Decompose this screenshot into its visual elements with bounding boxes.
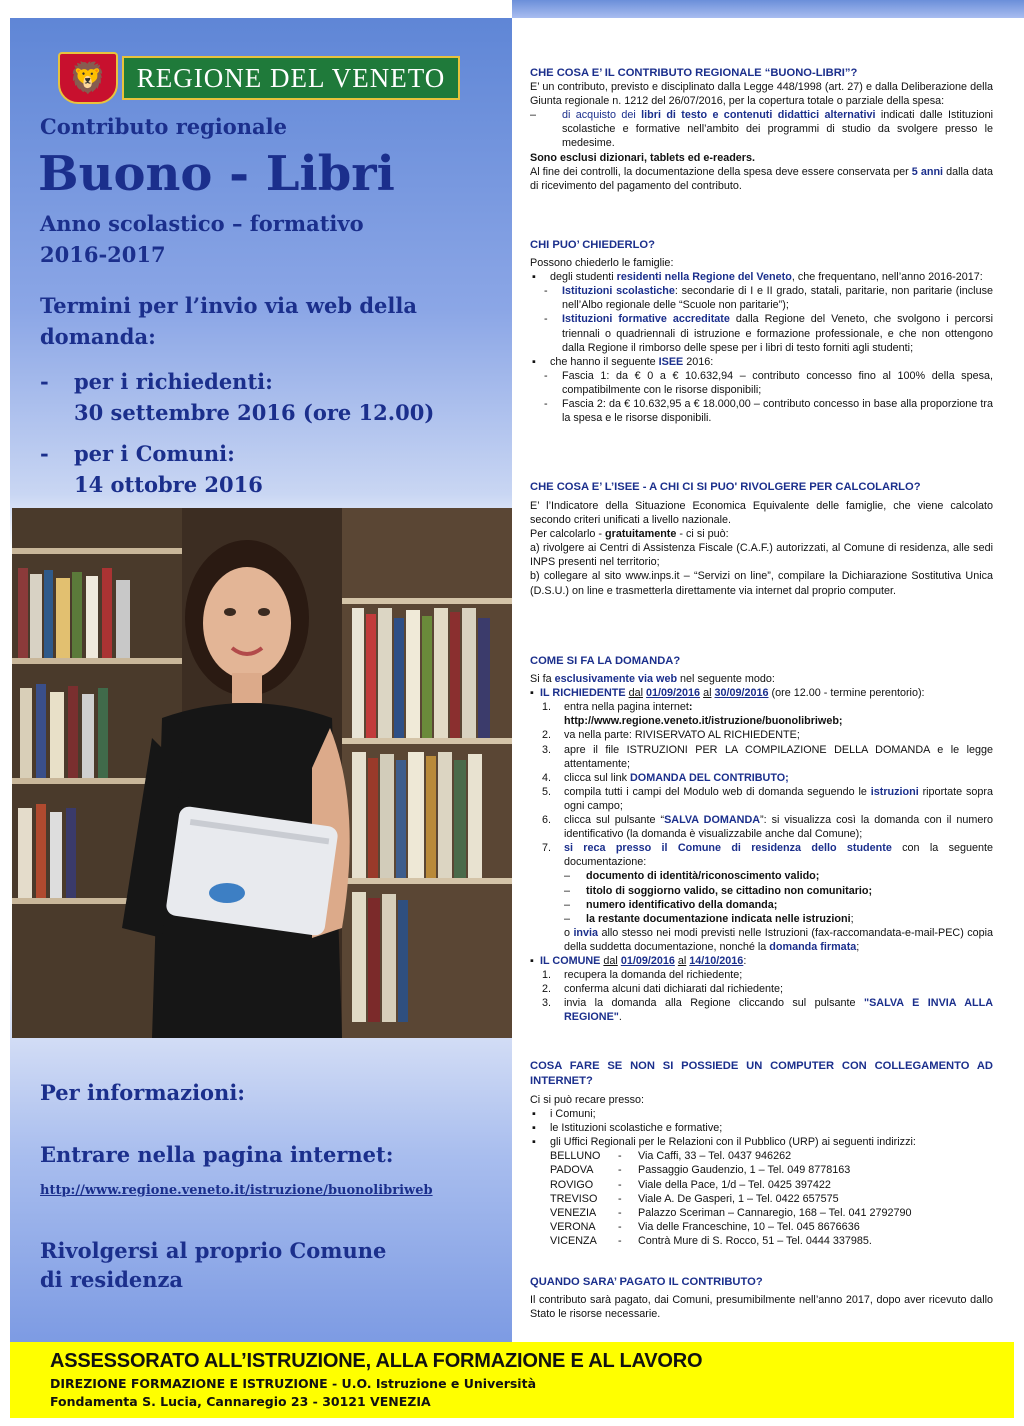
- info-comune: Rivolgersi al proprio Comune di residenza: [40, 1238, 387, 1292]
- info-url-link[interactable]: http://www.regione.veneto.it/istruzione/buonolibriweb: [40, 1183, 433, 1198]
- step-item: 3. invia la domanda alla Regione cliccando sul pulsante "SALVA E INVIA ALLA REGIONE".: [542, 997, 994, 1024]
- section-isee: CHE COSA E’ L’ISEE - A CHI CI SI PUO' RIVOLGERE PER CALCOLARLO? E’ l’Indicatore della Situazione Economica Equivalente delle famiglie, che viene calcolato secondo criteri unificati a livello nazionale. Per calcolarlo - gratuitamente - ci si può: a) rivolgere ai Centri di Assistenza Fiscale (C.A.F.) autorizzati, al Comune di residenza, alle sedi INPS presenti nel territorio; b) collegare al sito www.inps.it – “Servizi on line”, compilare la Dichiarazione Sostitutiva Unica (D.S.U.) on line e trasmetterla direttamente via internet dal proprio computer.: [530, 481, 993, 597]
- section-who: CHI PUO’ CHIEDERLO? Possono chiederlo le famiglie: ▪ degli studenti residenti nella Regione del Veneto, che frequentano, nell’anno 2016-2017: - Istituzioni scolastiche: secondarie di I e II grado, statali, paritarie, non paritarie (incluse nell’Albo regionale delle “Scuole non paritarie”); - Istituzioni formative accreditate dalla Regione del Veneto, che svolgono i percorsi triennali o quadriennali di istruzione e formazione professionale, e che non ottengono dalla Regione il rimborso delle spese per i libri di testo forniti agli studenti; ▪ che hanno il seguente ISEE 2016: - Fascia 1: da € 0 a € 10.632,94 – contributo concesso fino al 100% della spesa, compatibilmente con le risorse disponibili; - Fascia 2: da € 10.632,95 a € 18.000,00 – contributo concesso in base alla proporzione tra la spesa e le risorse disponibili.: [530, 239, 993, 425]
- list-item: - Istituzioni scolastiche: secondarie di I e II grado, statali, paritarie, non paritarie (incluse nell’Albo regionale delle “Scuole non paritarie”);: [544, 285, 993, 312]
- doc-item: – titolo di soggiorno valido, se cittadino non comunitario;: [564, 884, 873, 897]
- richiedente-heading: ▪ IL RICHIEDENTE dal 01/09/2016 al 30/09/2016 (ore 12.00 - termine perentorio):: [530, 687, 925, 700]
- page-title: Buono - Libri: [38, 146, 395, 202]
- section-what-is: [530, 66, 993, 193]
- urp-row: ROVIGO - Viale della Pace, 1/d – Tel. 0425 397422: [550, 1178, 831, 1191]
- footer: [10, 1342, 1014, 1418]
- logo-text: REGIONE DEL VENETO: [122, 56, 460, 100]
- section-how: COME SI FA LA DOMANDA? Si fa esclusivamente via web nel seguente modo: ▪ IL RICHIEDENTE dal 01/09/2016 al 30/09/2016 (ore 12.00 - termine perentorio): 1. entra nella pagina internet: http://www.regione.veneto.it/istruzione/buonolibriweb; 2. va nella parte: RIVISERVATO AL RICHIEDENTE; 3. apre il file ISTRUZIONI PER LA COMPILAZIONE DELLA DOMANDA e le legge attentamente; 4. clicca sul link DOMANDA DEL CONTRIBUTO; 5. compila tutti i campi del Modulo web di domanda seguendo le istruzioni riportate sopra ogni campo; 6. clicca sul pulsante “SALVA DOMANDA”: si visualizza così la domanda con il numero identificativo (la domanda è visualizzabile anche dal Comune); 7. si reca presso il Comune di residenza dello studente con la seguente documentazione: – documento di identità/riconoscimento valido; – titolo di soggiorno valido, se cittadino non comunitario; – numero identificativo della domanda; – la restante documentazione indicata nelle istruzioni; o invia allo stesso nei modi previsti nelle Istruzioni (fax-raccomandata-e-mail-PEC) copia della suddetta documentazione, nonché la domanda firmata; ▪ IL COMUNE dal 01/09/2016 al 14/10/2016: 1. recupera la domanda del richiedente; 2. conferma alcuni dati dichiarati dal richiedente; 3. invia la domanda alla Regione cliccando sul pulsante "SALVA E INVIA ALLA REGIONE".: [530, 655, 994, 1024]
- regione-veneto-logo: [52, 52, 460, 100]
- list-item: - Istituzioni formative accreditate dalla Regione del Veneto, che svolgono i percorsi triennali o quadriennali di istruzione e formazione professionale, e che non ottengono dalla Regione il rimborso delle spese per i libri di testo forniti agli studenti;: [544, 313, 993, 354]
- list-item: ▪ che hanno il seguente ISEE 2016:: [532, 355, 714, 368]
- section-title: CHE COSA E’ L’ISEE - A CHI CI SI PUO' RIVOLGERE PER CALCOLARLO?: [530, 481, 921, 493]
- footer-department: DIREZIONE FORMAZIONE E ISTRUZIONE - U.O. Istruzione e Università: [50, 1376, 537, 1391]
- urp-row: VERONA - Via delle Franceschine, 10 – Tel. 045 8676636: [550, 1220, 860, 1233]
- student-photo: [12, 508, 512, 1038]
- list-item: ▪ i Comuni;: [532, 1108, 596, 1121]
- info-heading: Per informazioni:: [40, 1080, 246, 1105]
- footer-title: ASSESSORATO ALL’ISTRUZIONE, ALLA FORMAZIONE E AL LAVORO: [50, 1350, 703, 1372]
- invia-note: o invia allo stesso nei modi previsti nelle Istruzioni (fax-raccomandata-e-mail-PEC) copia della suddetta documentazione, nonché la domanda firmata;: [564, 926, 994, 953]
- urp-row: BELLUNO - Via Caffi, 33 – Tel. 0437 946262: [550, 1150, 792, 1163]
- list-item: ▪ degli studenti residenti nella Regione del Veneto, che frequentano, nell’anno 2016-2017:: [532, 271, 983, 284]
- step-item: 7. si reca presso il Comune di residenza dello studente con la seguente documentazione:: [542, 842, 994, 869]
- paragraph: E’ un contributo, previsto e disciplinato dalla Legge 448/1998 (art. 27) e dalla Deliberazione della Giunta regionale n. 1212 del 26/07/2016, per la copertura totale o parziale della spesa:: [530, 81, 993, 108]
- deadline-heading: Termini per l’invio via web della domanda:: [40, 293, 417, 349]
- footer-address: Fondamenta S. Lucia, Cannaregio 23 - 30121 VENEZIA: [50, 1394, 431, 1409]
- doc-item: – documento di identità/riconoscimento valido;: [564, 870, 820, 883]
- step-item: 6. clicca sul pulsante “SALVA DOMANDA”: si visualizza così la domanda con il numero identificativo (la domanda è visualizzabile anche dal Comune);: [542, 814, 993, 841]
- section-title: COSA FARE SE NON SI POSSIEDE UN COMPUTER CON COLLEGAMENTO AD INTERNET?: [530, 1060, 993, 1087]
- step-item: 2. conferma alcuni dati dichiarati dal richiedente;: [542, 983, 784, 996]
- step-url-link[interactable]: http://www.regione.veneto.it/istruzione/buonolibriweb;: [564, 715, 843, 728]
- urp-row: TREVISO - Viale A. De Gasperi, 1 – Tel. 0422 657575: [550, 1192, 839, 1205]
- section-title: CHI PUO’ CHIEDERLO?: [530, 239, 655, 251]
- step-item: 2. va nella parte: RIVISERVATO AL RICHIEDENTE;: [542, 729, 800, 742]
- step-item: 4. clicca sul link DOMANDA DEL CONTRIBUTO;: [542, 771, 789, 784]
- urp-row: VICENZA - Contrà Mure di S. Rocco, 51 – Tel. 0444 337985.: [550, 1234, 872, 1247]
- step-item: 3. apre il file ISTRUZIONI PER LA COMPILAZIONE DELLA DOMANDA e le legge attentamente;: [542, 743, 993, 770]
- list-item: - Fascia 2: da € 10.632,95 a € 18.000,00 – contributo concesso in base alla proporzione tra la spesa e le risorse disponibili.: [544, 398, 993, 425]
- excluded-note: Sono esclusi dizionari, tablets ed e-readers.: [530, 151, 756, 164]
- comune-heading: ▪ IL COMUNE dal 01/09/2016 al 14/10/2016:: [530, 954, 747, 967]
- lion-of-saint-mark-icon: 🦁: [58, 52, 118, 104]
- section-title: CHE COSA E’ IL CONTRIBUTO REGIONALE “BUONO-LIBRI”?: [530, 67, 858, 79]
- section-title: QUANDO SARA’ PAGATO IL CONTRIBUTO?: [530, 1276, 763, 1288]
- list-item: ▪ gli Uffici Regionali per le Relazioni con il Pubblico (URP) ai seguenti indirizzi:: [532, 1136, 916, 1149]
- doc-item: – la restante documentazione indicata nelle istruzioni;: [564, 912, 854, 925]
- list-item: – di acquisto dei libri di testo e contenuti didattici alternativi indicati dalle Istituzioni scolastiche e formative nell’ambito dei programmi di studio da svolgere presso le medesime.: [530, 109, 994, 150]
- urp-row: PADOVA - Passaggio Gaudenzio, 1 – Tel. 049 8778163: [550, 1164, 851, 1177]
- list-item: ▪ le Istituzioni scolastiche e formative;: [532, 1122, 723, 1135]
- step-item: 1. entra nella pagina internet: http://www.regione.veneto.it/istruzione/buonolibriweb;: [542, 701, 843, 728]
- top-color-strip: [512, 0, 1024, 18]
- section-no-computer: COSA FARE SE NON SI POSSIEDE UN COMPUTER CON COLLEGAMENTO AD INTERNET? Ci si può recare presso: ▪ i Comuni; ▪ le Istituzioni scolastiche e formative; ▪ gli Uffici Regionali per le Relazioni con il Pubblico (URP) ai seguenti indirizzi: BELLUNO - Via Caffi, 33 – Tel. 0437 946262 PADOVA - Passaggio Gaudenzio, 1 – Tel. 049 8778163 ROVIGO - Viale della Pace, 1/d – Tel. 0425 397422 TREVISO - Viale A. De Gasperi, 1 – Tel. 0422 657575 VENEZIA - Palazzo Sceriman – Cannaregio, 168 – Tel. 041 2792790 VERONA - Via delle Franceschine, 10 – Tel. 045 8676636 VICENZA - Contrà Mure di S. Rocco, 51 – Tel. 0444 337985.: [530, 1060, 993, 1247]
- section-payment: QUANDO SARA’ PAGATO IL CONTRIBUTO? Il contributo sarà pagato, dai Comuni, presumibilmente nell’anno 2017, dopo aver ricevuto dallo Stato le risorse necessarie.: [530, 1276, 993, 1321]
- step-item: 5. compila tutti i campi del Modulo web di domanda seguendo le istruzioni riportate sopra ogni campo;: [542, 785, 993, 812]
- info-web-label: Entrare nella pagina internet:: [40, 1142, 394, 1167]
- list-item: - Fascia 1: da € 0 a € 10.632,94 – contributo concesso fino al 100% della spesa, compatibilmente con le risorse disponibili;: [544, 369, 993, 396]
- urp-row: VENEZIA - Palazzo Sceriman – Cannaregio, 168 – Tel. 041 2792790: [550, 1206, 912, 1219]
- doc-item: – numero identificativo della domanda;: [564, 898, 778, 911]
- step-item: 1. recupera la domanda del richiedente;: [542, 969, 743, 982]
- section-title: COME SI FA LA DOMANDA?: [530, 655, 681, 667]
- school-year: Anno scolastico – formativo 2016-2017: [40, 211, 364, 267]
- paragraph: Al fine dei controlli, la documentazione della spesa deve essere conservata per 5 anni dalla data di ricevimento del pagamento del contributo.: [530, 165, 994, 192]
- subtitle: Contributo regionale: [40, 114, 288, 139]
- bookshelf-right: [342, 508, 512, 1038]
